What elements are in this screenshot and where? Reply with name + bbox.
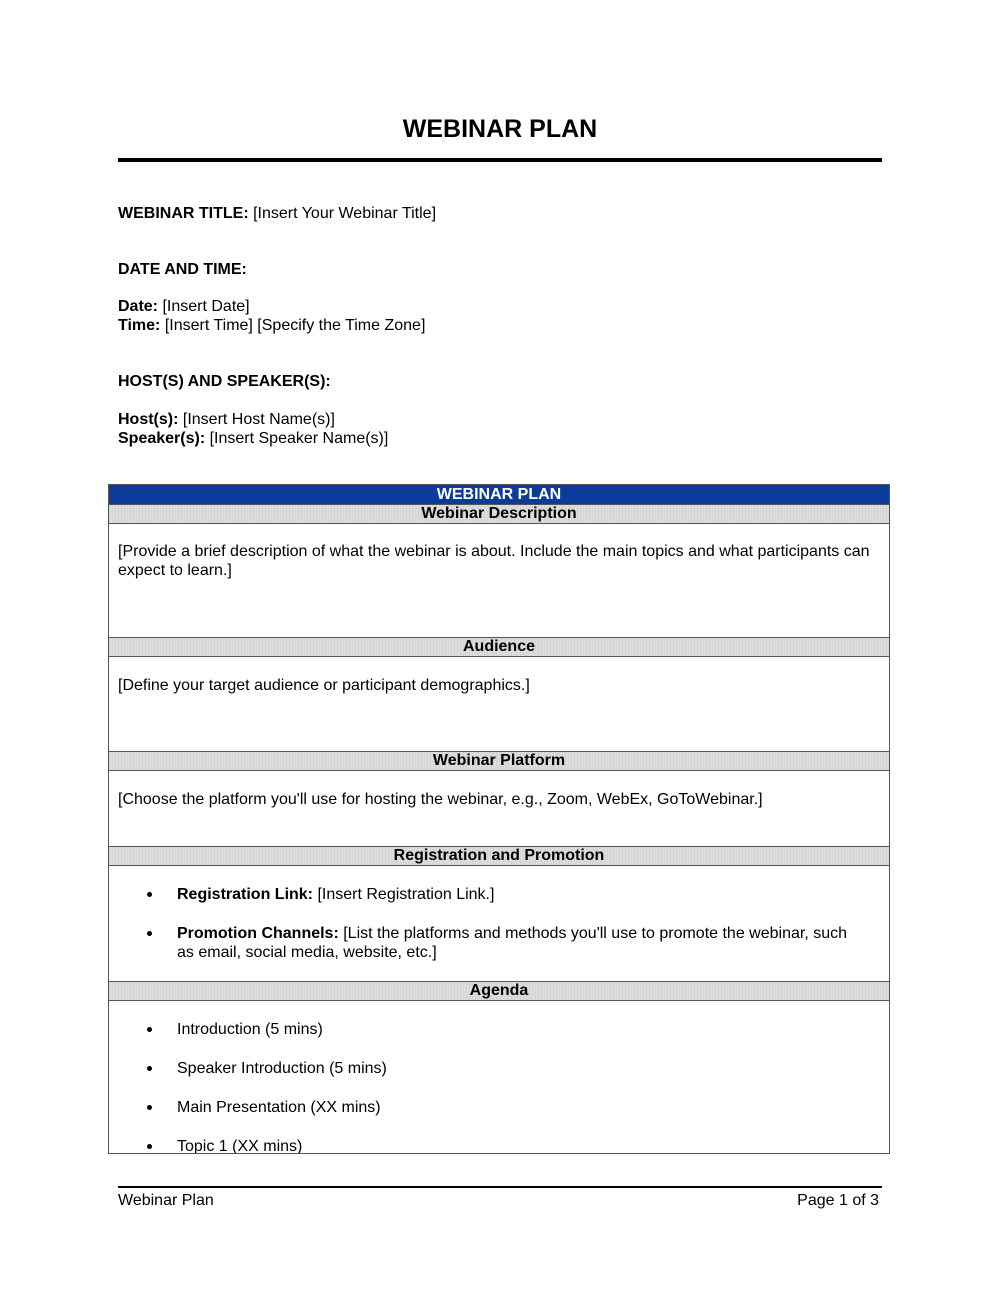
plan-table-header: WEBINAR PLAN xyxy=(109,485,889,505)
registration-heading: Registration and Promotion xyxy=(109,846,889,866)
webinar-title-field xyxy=(118,204,436,223)
title-divider xyxy=(118,158,882,162)
webinar-plan-table xyxy=(108,484,890,1154)
list-item: Speaker Introduction (5 mins) xyxy=(109,1059,879,1078)
audience-cell xyxy=(109,657,889,751)
list-item: Introduction (5 mins) xyxy=(109,1020,879,1039)
webinar-title-value: [Insert Your Webinar Title] xyxy=(248,205,437,222)
footer-divider xyxy=(118,1186,882,1188)
page-title: WEBINAR PLAN xyxy=(402,115,598,143)
time-value: [Insert Time] [Specify the Time Zone] xyxy=(160,317,426,334)
speakers-field xyxy=(118,429,388,448)
platform-text: [Choose the platform you'll use for hosting the webinar, e.g., Zoom, WebEx, GoToWebinar.] xyxy=(118,791,763,808)
hosts-heading: HOST(S) AND SPEAKER(S): xyxy=(118,373,331,390)
platform-heading: Webinar Platform xyxy=(109,751,889,771)
agenda-heading: Agenda xyxy=(109,981,889,1001)
description-cell xyxy=(109,524,889,637)
speakers-label: Speaker(s): xyxy=(118,430,206,447)
webinar-title-label: WEBINAR TITLE: xyxy=(118,205,249,222)
date-field xyxy=(118,297,250,316)
agenda-cell xyxy=(109,1001,889,1154)
hosts-value: [Insert Host Name(s)] xyxy=(178,411,335,428)
speakers-value: [Insert Speaker Name(s)] xyxy=(205,430,389,447)
audience-text: [Define your target audience or participant demographics.] xyxy=(118,677,530,694)
date-time-heading: DATE AND TIME: xyxy=(118,261,247,278)
audience-heading: Audience xyxy=(109,637,889,657)
list-item xyxy=(109,885,879,904)
description-text: [Provide a brief description of what the webinar is about. Include the main topics and what participants can expect to learn.] xyxy=(118,543,870,579)
list-item: Main Presentation (XX mins) xyxy=(109,1098,879,1117)
promotion-channels-value: [List the platforms and methods you'll use to promote the webinar, such as email, social media, website, etc.] xyxy=(177,925,847,961)
platform-cell xyxy=(109,771,889,846)
list-item xyxy=(109,924,879,962)
promotion-channels-label: Promotion Channels: xyxy=(177,925,339,942)
footer-page-number: Page 1 of 3 xyxy=(797,1192,879,1209)
date-value: [Insert Date] xyxy=(158,298,250,315)
date-label: Date: xyxy=(118,298,159,315)
registration-link-label: Registration Link: xyxy=(177,886,314,903)
hosts-field xyxy=(118,410,335,429)
description-heading: Webinar Description xyxy=(109,505,889,524)
list-item: Topic 1 (XX mins) xyxy=(109,1137,879,1154)
registration-cell xyxy=(109,866,889,981)
time-field xyxy=(118,316,425,335)
hosts-label: Host(s): xyxy=(118,411,179,428)
time-label: Time: xyxy=(118,317,161,334)
footer-document-name: Webinar Plan xyxy=(118,1192,214,1209)
registration-link-value: [Insert Registration Link.] xyxy=(313,886,495,903)
